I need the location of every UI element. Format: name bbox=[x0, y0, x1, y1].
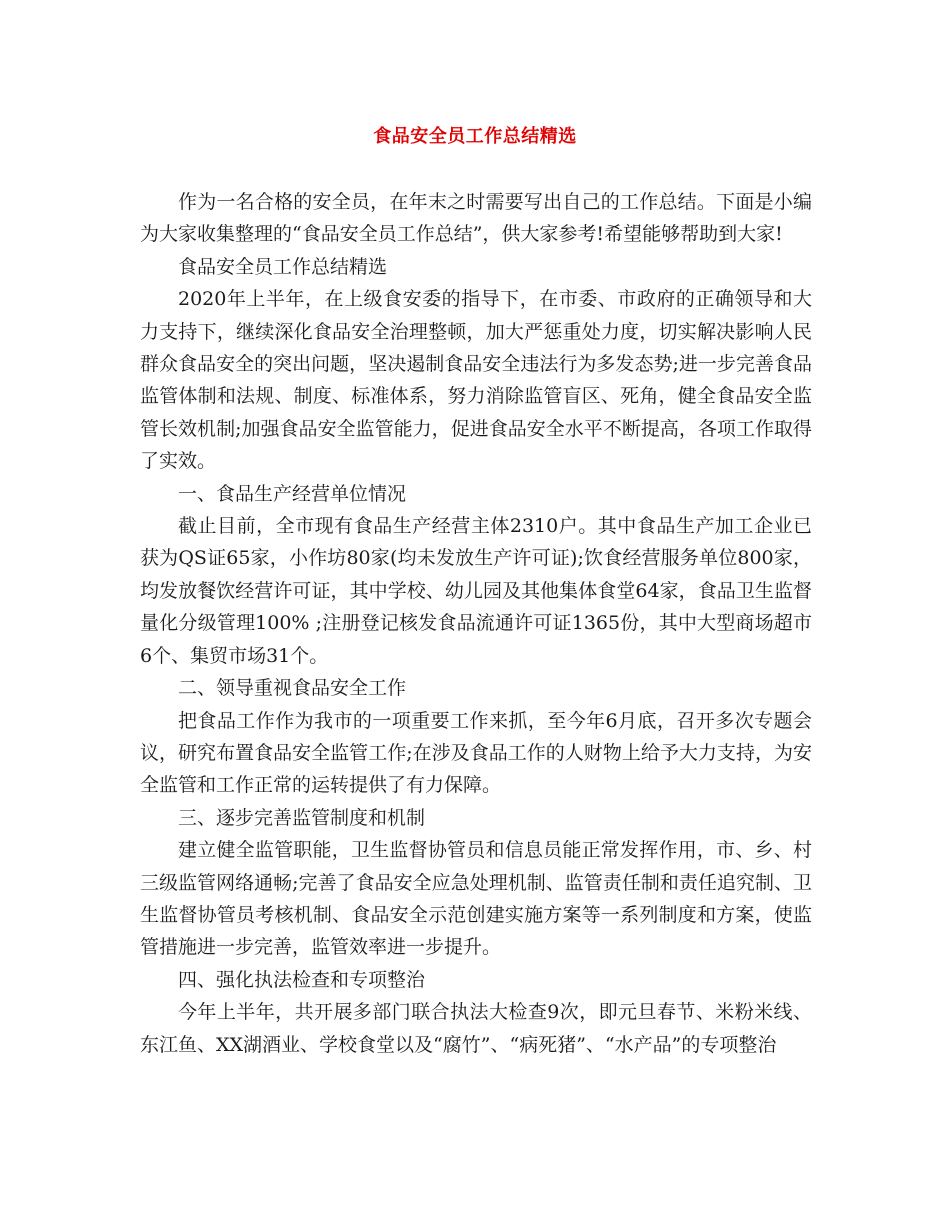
document-body bbox=[140, 186, 812, 1061]
paragraph-section-3: 建立健全监管职能，卫生监督协管员和信息员能正常发挥作用，市、乡、村三级监管网络通畅;完善了食品安全应急处理机制、监管责任制和责任追究制、卫生监督协管员考核机制、食品安全示范创建实施方案等一系列制度和方案，使监管措施进一步完善，监管效率进一步提升。 bbox=[140, 839, 812, 959]
paragraph-section-4: 今年上半年，共开展多部门联合执法大检查9次，即元旦春节、米粉米线、东江鱼、XX湖酒业、学校食堂以及“腐竹”、“病死猪”、“水产品”的专项整治 bbox=[140, 1001, 812, 1056]
paragraph-section-2: 把食品工作作为我市的一项重要工作来抓，至今年6月底，召开多次专题会议，研究布置食品安全监管工作;在涉及食品工作的人财物上给予大力支持，为安全监管和工作正常的运转提供了有力保障。 bbox=[140, 709, 812, 797]
section-heading-2: 二、领导重视食品安全工作 bbox=[178, 677, 407, 700]
document-title: 食品安全员工作总结精选 bbox=[373, 126, 577, 147]
section-heading-1: 一、食品生产经营单位情况 bbox=[178, 482, 407, 505]
paragraph-section-1: 截止目前，全市现有食品生产经营主体2310户。其中食品生产加工企业已获为QS证65家，小作坊80家(均未发放生产许可证);饮食经营服务单位800家，均发放餐饮经营许可证，其中学校、幼儿园及其他集体食堂64家，食品卫生监督量化分级管理100% ;注册登记核发食品流通许可证1365份，其中大型商场超市6个、集贸市场31个。 bbox=[140, 515, 812, 667]
paragraph-overview: 2020年上半年，在上级食安委的指导下，在市委、市政府的正确领导和大力支持下，继续深化食品安全治理整顿，加大严惩重处力度，切实解决影响人民群众食品安全的突出问题，坚决遏制食品安全违法行为多发态势;进一步完善食品监管体制和法规、制度、标准体系，努力消除监管盲区、死角，健全食品安全监管长效机制;加强食品安全监管能力，促进食品安全水平不断提高，各项工作取得了实效。 bbox=[140, 288, 812, 473]
section-heading-4: 四、强化执法检查和专项整治 bbox=[178, 968, 426, 991]
paragraph-subtitle: 食品安全员工作总结精选 bbox=[178, 255, 388, 278]
paragraph-intro: 作为一名合格的安全员，在年末之时需要写出自己的工作总结。下面是小编为大家收集整理的“食品安全员工作总结”，供大家参考!希望能够帮助到大家! bbox=[140, 191, 812, 246]
section-heading-3: 三、逐步完善监管制度和机制 bbox=[178, 806, 426, 829]
